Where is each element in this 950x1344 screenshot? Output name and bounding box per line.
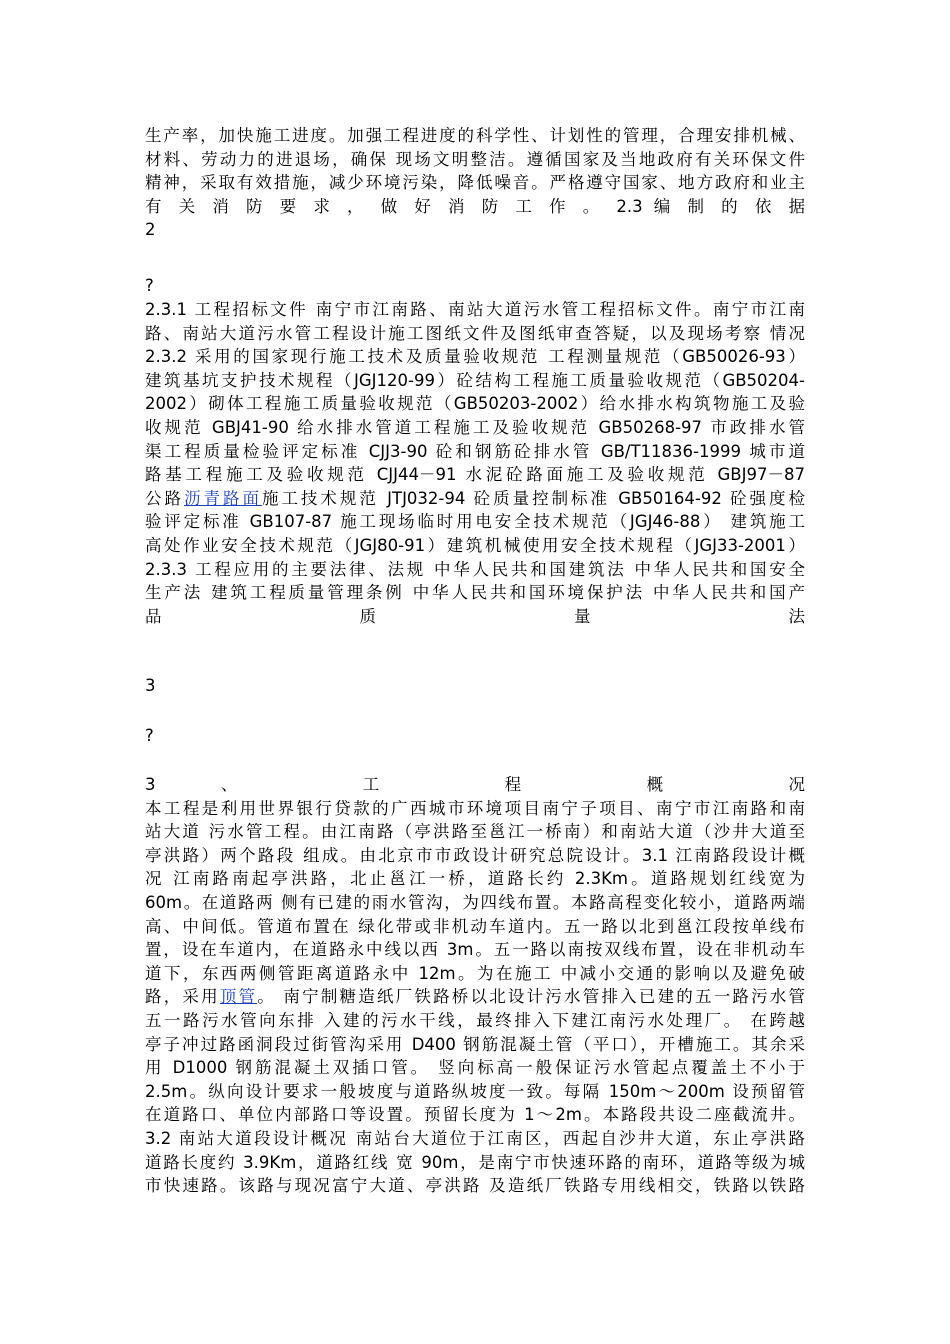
marker-text: ? <box>145 276 154 295</box>
marker-text: ? <box>145 726 154 745</box>
text-line: 五一路污水管向东排 入建的污水干线，最终排入下建江南污水处理厂。 在跨越 <box>145 1010 805 1030</box>
text-line: 2.3.2 采用的国家现行施工技术及质量验收规范 工程测量规范（GB50026-93） <box>145 347 805 367</box>
text-line: 本工程是利用世界银行贷款的广西城市环境项目南宁子项目、南宁市江南路和南 <box>145 798 805 818</box>
text-line: 亭子冲过路函洞段过街管沟采用 D400 钢筋混凝土管（平口），开槽施工。其余采 <box>145 1034 805 1054</box>
text-line: 道下，东西两侧管距离道路永中 12m。为在施工 中减小交通的影响以及避免破 <box>145 963 805 983</box>
text-line: 路基工程施工及验收规范 CJJ44－91 水泥砼路面施工及验收规范 GBJ97－87 <box>145 465 805 485</box>
text-line: 品 质 量 法 <box>145 606 805 626</box>
text-line: 置，设在车道内，在道路永中线以西 3m。五一路以南按双线布置，设在非机动车 <box>145 940 805 960</box>
text-line: 材料、劳动力的进退场，确保 现场文明整洁。遵循国家及当地政府有关环保文件 <box>145 149 805 169</box>
text-line: 精神，采取有效措施，减少环境污染，降低噪音。严格遵守国家、地方政府和业主 <box>145 173 805 193</box>
section-heading: 3 、 工 程 概 况 <box>145 775 805 794</box>
text-line <box>145 985 805 1009</box>
text-line: 高、中间低。管道布置在 绿化带或非机动车道内。五一路以北到邕江段按单线布 <box>145 916 805 936</box>
paragraph-references <box>145 298 805 628</box>
paragraph-intro <box>145 124 805 242</box>
text-line: 60m。在道路两 侧有已建的雨水管沟，为四线布置。本路高程变化较小，道路两端 <box>145 892 805 912</box>
text-line: 站大道 污水管工程。由江南路（亭洪路至邕江一桥南）和南站大道（沙井大道至 <box>145 822 805 842</box>
text-line: 亭洪路）两个路段 组成。由北京市市政设计研究总院设计。3.1 江南路段设计概 <box>145 845 805 865</box>
text-segment: 公路 <box>145 488 184 508</box>
asphalt-pavement-link[interactable]: 沥青路面 <box>183 488 262 508</box>
text-line: 况 江南路南起亭洪路，北止邕江一桥，道路长约 2.3Km。道路规划红线宽为 <box>145 869 805 889</box>
text-line: 收规范 GBJ41-90 给水排水管道工程施工及验收规范 GB50268-97 市政排水管 <box>145 417 805 437</box>
text-line: 2.3.1 工程招标文件 南宁市江南路、南站大道污水管工程招标文件。南宁市江南 <box>145 300 805 319</box>
text-line: 用 D1000 钢筋混凝土双插口管。 竖向标高一般保证污水管起点覆盖土不小于 <box>145 1058 805 1078</box>
text-line: 道路长度约 3.9Km，道路红线 宽 90m，是南宁市快速环路的南环，道路等级为城 <box>145 1152 805 1172</box>
text-segment: 施工技术规范 JTJ032-94 砼质量控制标准 GB50164-92 砼强度检 <box>261 488 805 508</box>
text-line <box>145 487 805 511</box>
text-line: 市快速路。该路与现况富宁大道、亭洪路 及造纸厂铁路专用线相交，铁路以铁路 <box>145 1176 805 1196</box>
text-line: 验评定标准 GB107-87 施工现场临时用电安全技术规范（JGJ46-88） 建筑施工 <box>145 512 805 532</box>
text-line: 3.2 南站大道段设计概况 南站台大道位于江南区，西起自沙井大道，东止亭洪路 <box>145 1128 805 1148</box>
text-line: 2 <box>145 220 156 240</box>
text-line: 2.3.3 工程应用的主要法律、法规 中华人民共和国建筑法 中华人民共和国安全 <box>145 559 805 579</box>
text-line: 2002）砌体工程施工质量验收规范（GB50203-2002）给水排水构筑物施工及验 <box>145 394 805 414</box>
text-line: 生产法 建筑工程质量管理条例 中华人民共和国环境保护法 中华人民共和国产 <box>145 583 805 603</box>
text-line: 渠工程质量检验评定标准 CJJ3-90 砼和钢筋砼排水管 GB/T11836-1999 城市道 <box>145 441 805 461</box>
text-line: 在道路口、单位内部路口等设置。预留长度为 1～2m。本路段共设二座截流井。 <box>145 1105 805 1125</box>
text-segment: 。 南宁制糖造纸厂铁路桥以北设计污水管排入已建的五一路污水管 <box>257 987 805 1007</box>
text-line: 路、南站大道污水管工程设计施工图纸文件及图纸审查答疑，以及现场考察 情况 <box>145 323 805 343</box>
text-line: 建筑基坑支护技术规程（JGJ120-99）砼结构工程施工质量验收规范（GB50204- <box>145 370 805 390</box>
page-number <box>145 674 805 698</box>
text-segment: 路，采用 <box>145 987 220 1007</box>
text-line: 生产率，加快施工进度。加强工程进度的科学性、计划性的管理，合理安排机械、 <box>145 126 805 145</box>
paragraph-project-overview <box>145 773 805 1198</box>
text-line: 高处作业安全技术规范（JGJ80-91）建筑机械使用安全技术规程（JGJ33-2001） <box>145 535 805 555</box>
unknown-glyph-marker <box>145 724 805 748</box>
text-line: 2.5m。纵向设计要求一般坡度与道路纵坡度一致。每隔 150m～200m 设预留管 <box>145 1081 805 1101</box>
page-number-text: 3 <box>145 676 156 695</box>
unknown-glyph-marker <box>145 274 805 298</box>
text-line: 有 关 消 防 要 求 ， 做 好 消 防 工 作 。 2.3 编 制 的 依 据 <box>145 196 805 216</box>
pipe-jacking-link[interactable]: 顶管 <box>219 987 258 1007</box>
